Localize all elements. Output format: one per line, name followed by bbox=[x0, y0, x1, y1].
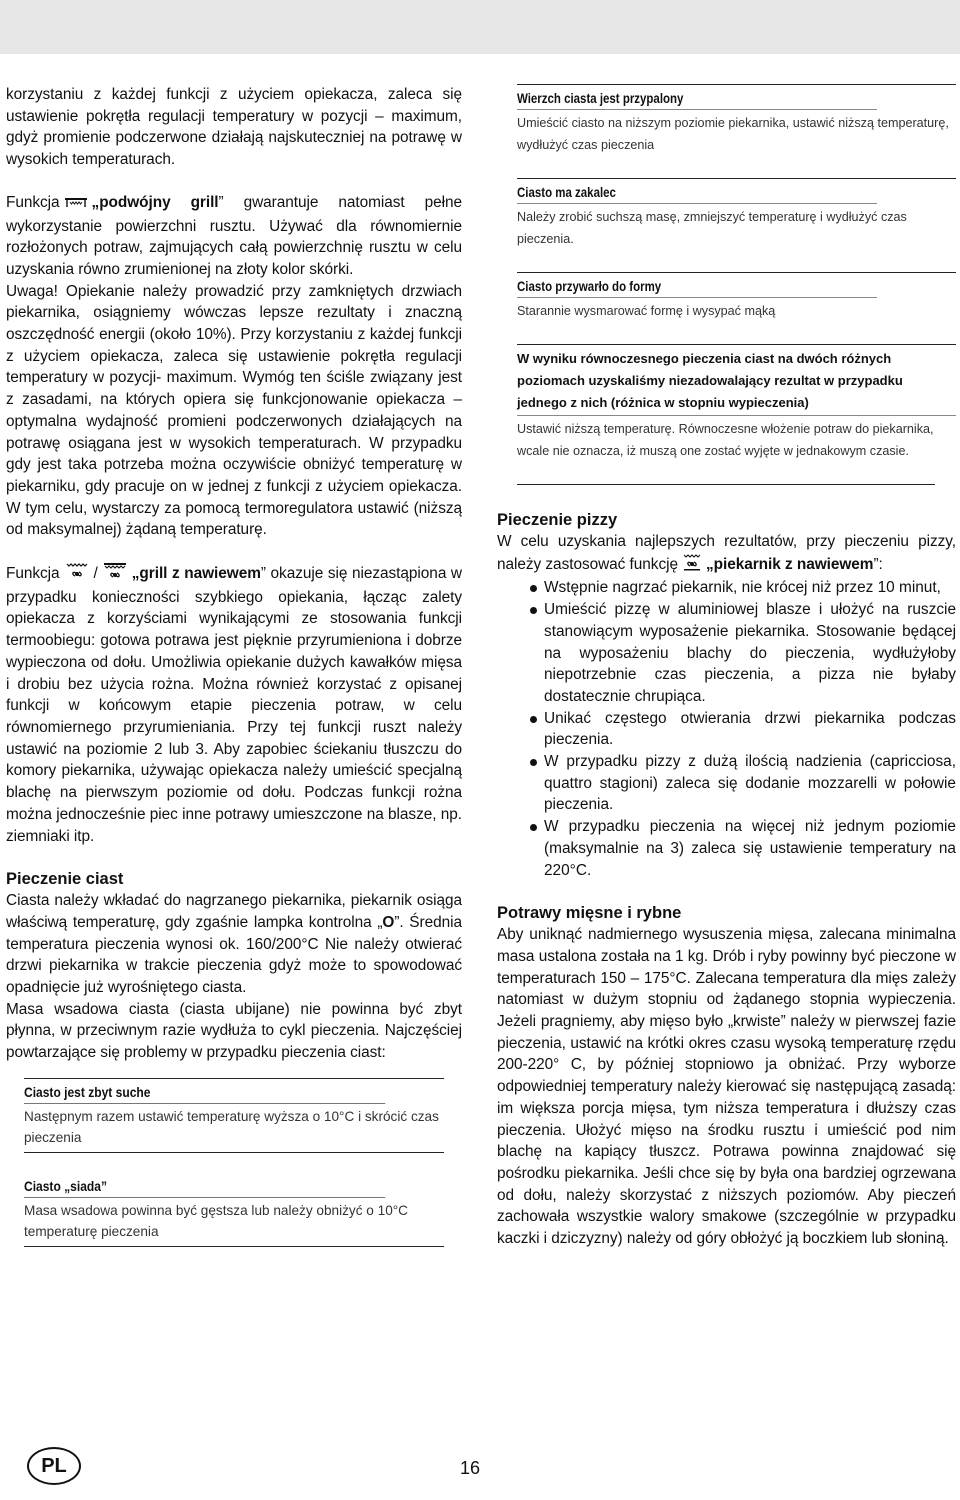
right-column bbox=[497, 84, 956, 1250]
indicator-light-symbol: O bbox=[382, 913, 395, 931]
left-column bbox=[6, 84, 462, 1267]
problem-item bbox=[517, 272, 956, 326]
double-grill-icon bbox=[64, 194, 88, 216]
paragraph-warning: Uwaga! Opiekanie należy prowadzić przy zamkniętych drzwiach piekarnika, osiągniemy wówczas lepsze rezultaty i znaczną oszczędność energii (około 10%). Przy korzystaniu z każdej funkcji z użyciem opiekacza, zaleca się ustawienie pokrętła regulacji temperatury w pozycji- maximum. Wymóg ten ściśle związany jest z zasadami, na których opiera się funkcjonowanie opiekacza – optymalna wydajność promieni podczerwonych działających na potrawę osiągana jest w wysokich temperaturach. W przypadku gdy jest taka potrzeba można oczywiście obniżyć temperaturę w piekarniku, gdy pracuje on w jednej z funkcji z użyciem opiekacza. W tym celu, wystarczy za pomocą termoregulatora ustawić (niższą od maksymalnej) żądaną temperaturę. bbox=[6, 282, 462, 539]
viewer-top-bar bbox=[0, 0, 960, 54]
paragraph-pizza: W celu uzyskania najlepszych rezultatów, przy pieczeniu pizzy, należy zastosować funkcję „piekarnik z nawiewem”: bbox=[497, 531, 956, 577]
problem-item bbox=[24, 1173, 444, 1247]
paragraph-grill-intro: korzystaniu z każdej funkcji z użyciem opiekacza, zaleca się ustawienie pokrętła regulacji temperatury w pozycji – maximum, gdyż promienie podczerwone działają najskuteczniej na potrawę w wysokich temperaturach. bbox=[6, 86, 462, 169]
heading-pizza: Pieczenie pizzy bbox=[497, 511, 618, 529]
problem-title: Ciasto ma zakalec bbox=[517, 182, 877, 204]
problem-item bbox=[517, 84, 956, 160]
list-item: Wstępnie nagrzać piekarnik, nie krócej niż przez 10 minut, bbox=[497, 577, 956, 599]
paragraph-cake-batter: Masa wsadowa ciasta (ciasta ubijane) nie powinna być zbyt płynna, w przeciwnym razie wydłuża to cykl pieczenia. Najczęściej powtarzające się problemy w przypadku pieczenia ciast: bbox=[6, 1000, 462, 1062]
language-badge: PL bbox=[27, 1447, 81, 1485]
list-item: W przypadku pizzy z dużą ilością nadzienia (capricciosa, quattro stagioni) zaleca się dodanie mozzarelli w połowie pieczenia. bbox=[497, 751, 956, 816]
problem-solution: Ustawić niższą temperaturę. Równoczesne włożenie potraw do piekarnika, wcale nie oznacza, iż muszą one zostać wyjęte w jednakowym czasie. bbox=[517, 422, 934, 458]
problem-title: Ciasto przywarło do formy bbox=[517, 276, 877, 298]
pizza-tips-list bbox=[497, 577, 956, 881]
list-item: Unikać częstego otwierania drzwi piekarnika podczas pieczenia. bbox=[497, 708, 956, 751]
list-item: Umieścić pizzę w aluminiowej blasze i ułożyć na ruszcie stanowiącym wyposażenie piekarnika. Stosowanie będącej na wyposażeniu blachy do pieczenia, wydłużyłoby niepotrzebnie czas pieczenia, a pizza nie byłaby dostatecznie chrupiąca. bbox=[497, 599, 956, 708]
problem-solution: Masa wsadowa powinna być gęstsza lub należy obniżyć o 10°C temperaturę pieczenia bbox=[24, 1202, 409, 1239]
paragraph-fan-grill: Funkcja / „grill z nawiewem” okazuje się niezastąpiona w przypadku konieczności szybkiego opiekania, łącząc zalety opiekacza z korzyściami wynikającymi ze stosowania funkcji termoobiegu: gotowa potrawa jest pięknie przyrumieniona i dobrze wypieczona od dołu. Umożliwia opiekanie dużych kawałków mięsa i drobiu bez użycia rożna. Można również korzystać z opisanej funkcji w końcowym etapie pieczenia potraw, w celu równomiernego przyrumieniania. Przy tej funkcji ruszt należy ustawić na poziomie 2 lub 3. Aby zapobiec ściekaniu tłuszczu do komory piekarnika, używając opiekacza należy umieścić specjalną blachę na pierwszym poziomie od dołu. Podczas funkcji rożna można jednocześnie piec inne potrawy umieszczone na blasze, np. ziemniaki itp. bbox=[6, 562, 462, 847]
problem-title: Ciasto jest zbyt suche bbox=[24, 1082, 385, 1104]
problem-solution: Starannie wysmarować formę i wysypać mąką bbox=[517, 304, 776, 318]
problem-item bbox=[24, 1078, 444, 1153]
fan-grill-icon bbox=[64, 562, 90, 587]
fan-double-grill-icon bbox=[102, 562, 128, 587]
paragraph-double-grill: Funkcja „podwójny grill” gwarantuje natomiast pełne wykorzystanie powierzchni rusztu. Używać dla równomiernie rozłożonych potraw, zajmujących całą powierzchnię rusztu w celu uzyskania równo zrumienionej na złoty kolor skórki. bbox=[6, 193, 462, 278]
problem-solution: Umieścić ciasto na niższym poziomie piekarnika, ustawić niższą temperaturę, wydłużyć czas pieczenia bbox=[517, 116, 949, 152]
heading-cake-baking: Pieczenie ciast bbox=[6, 870, 124, 889]
cake-problems-box bbox=[24, 1078, 444, 1247]
problem-title: Ciasto „siada” bbox=[24, 1176, 385, 1198]
paragraph-cake-baking: Ciasta należy wkładać do nagrzanego piekarnika, piekarnik osiąga właściwą temperaturę, gdy zgaśnie lampka kontrolna „O”. Średnia temperatura pieczenia wynosi ok. 160/200°C Nie należy otwierać drzwi piekarnika w trakcie pieczenia gdyż może to spowodować opadnięcie już wyrośniętego ciasta. bbox=[6, 892, 462, 997]
problem-solution: Następnym razem ustawić temperaturę wyższa o 10°C i skrócić czas pieczenia bbox=[24, 1108, 439, 1145]
page-number: 16 bbox=[460, 1458, 481, 1478]
problem-solution: Należy zrobić suchszą masę, zmniejszyć temperaturę i wydłużyć czas pieczenia. bbox=[517, 210, 907, 246]
cake-problems-continued bbox=[517, 84, 956, 485]
problem-title: Wierzch ciasta jest przypalony bbox=[517, 88, 877, 110]
problem-item bbox=[517, 178, 956, 254]
heading-meat-fish: Potrawy mięsne i rybne bbox=[497, 904, 682, 923]
paragraph-meat-fish: Aby uniknąć nadmiernego wysuszenia mięsa, zalecana minimalna masa ustalona została na 1 kg. Drób i ryby powinny być pieczone w temperaturach 150 – 175°C. Zalecana temperatura dla mięs zależy natomiast w dużym stopniu od żądanego stopnia wypieczenia. Jeżeli pragniemy, aby mięso było „krwiste” należy w pierwszej fazie pieczenia, ustawić na krótki okres czasu wysoką temperaturę rzędu 200-220° C, by później stopniowo ja obniżać. Przy wyborze odpowiedniej temperatury należy kierować się następującą zasadą: im większa porcja mięsa, tym niższa temperatura i dłuższy czas pieczenia. Ułożyć mięso na środku rusztu i umieścić pod nim blachę na kapiący tłuszcz. Potrawa powinna znajdować się pośrodku piekarnika. Jeśli chce się by była ona bardziej ogrzewana od dołu, należy skorzystać z niższych poziomów. Aby pieczeń zachowała wszystkie walory smakowe (szczególnie w przypadku kaczki i dziczyzny) należy od góry obłożyć ją boczkiem lub słoniną. bbox=[497, 926, 956, 1248]
problem-title: W wyniku równoczesnego pieczenia ciast na dwóch różnych poziomach uzyskaliśmy niezadowalający rezultat w przypadku jednego z nich (różnica w stopniu wypieczenia) bbox=[517, 348, 956, 416]
fan-oven-icon bbox=[682, 553, 702, 578]
problem-item bbox=[517, 344, 956, 466]
list-item: W przypadku pieczenia na więcej niż jednym poziomie (maksymalnie na 3) zaleca się ustawienie temperatury na 220°C. bbox=[497, 816, 956, 881]
